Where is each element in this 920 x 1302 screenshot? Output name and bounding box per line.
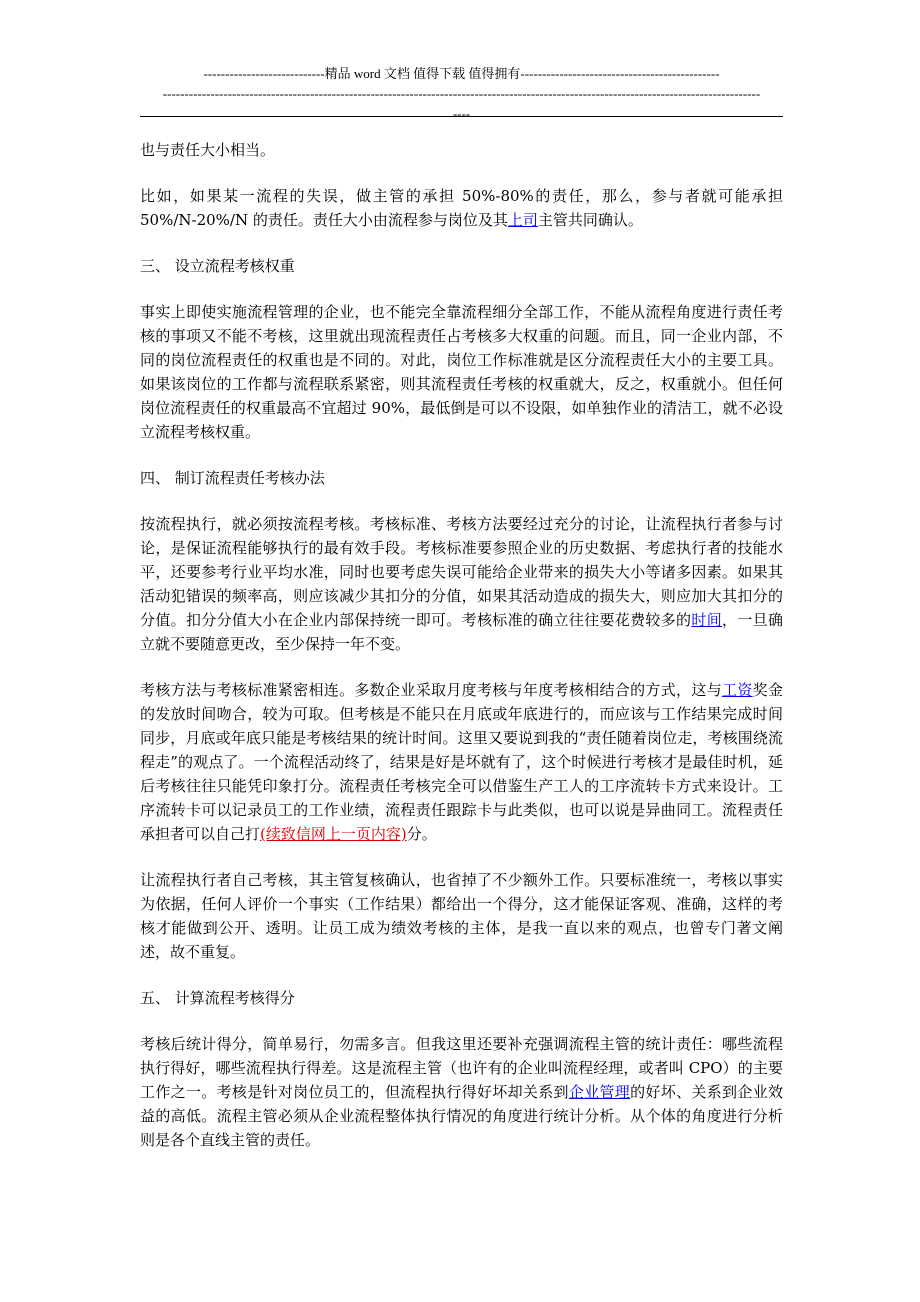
header-divider bbox=[140, 116, 783, 117]
paragraph-6: 让流程执行者自己考核，其主管复核确认，也省掉了不少额外工作。只要标准统一，考核以事实为依据，任何人评价一个事实（工作结果）都给出一个得分，这才能保证客观、准确，这样的考核才能做到公开、透明。让员工成为绩效考核的主体，是我一直以来的观点，也曾专门著文阐述，故不重复。 bbox=[140, 871, 783, 961]
paragraph-4-text-b: ，一旦确立就不要随意更改，至少保持一年不变。 bbox=[140, 611, 783, 653]
section-heading-3: 三、 设立流程考核权重 bbox=[140, 257, 295, 275]
paragraph-5-text-b: 奖金的发放时间吻合，较为可取。但考核是不能只在月底或年底进行的，而应该与工作结果完成时间同步，月底或年底只能是考核结果的统计时间。这里又要说到我的“责任随着岗位走，考核围绕流程走”的观点了。一个流程活动终了，结果是好是坏就有了，这个时候进行考核才是最佳时机，延后考核往往只能凭印象打分。流程责任考核完全可以借鉴生产工人的工序流转卡方式来设计。工序流转卡可以记录员工的工作业绩，流程责任跟踪卡与此类似，也可以说是异曲同工。流程责任承担者可以自己打 bbox=[140, 681, 783, 843]
paragraph-5-text-a: 考核方法与考核标准紧密相连。多数企业采取月度考核与年度考核相结合的方式，这与 bbox=[140, 681, 723, 699]
link-enterprise-management[interactable]: 企业管理 bbox=[568, 1083, 631, 1101]
paragraph-4-text-a: 按流程执行，就必须按流程考核。考核标准、考核方法要经过充分的讨论，让流程执行者参与讨论，是保证流程能够执行的最有效手段。考核标准要参照企业的历史数据、考虑执行者的技能水平，还要参考行业平均水准，同时也要考虑失误可能给企业带来的损失大小等诸多因素。如果其活动犯错误的频率高，则应该减少其扣分的分值，如果其活动造成的损失大，则应加大其扣分的分值。扣分分值大小在企业内部保持统一即可。考核标准的确立往往要花费较多的 bbox=[140, 515, 783, 629]
link-time[interactable]: 时间 bbox=[691, 611, 723, 629]
section-heading-5: 五、 计算流程考核得分 bbox=[140, 989, 295, 1007]
link-continued-content[interactable]: (续致信网上一页内容) bbox=[260, 825, 407, 843]
paragraph-5 bbox=[140, 678, 783, 846]
paragraph-1: 也与责任大小相当。 bbox=[140, 141, 276, 159]
paragraph-5-text-c: 分。 bbox=[406, 825, 437, 843]
document-body bbox=[140, 138, 783, 1174]
paragraph-3: 事实上即使实施流程管理的企业，也不能完全靠流程细分全部工作，不能从流程角度进行责任考核的事项又不能不考核，这里就出现流程责任占考核多大权重的问题。而且，同一企业内部，不同的岗位流程责任的权重也是不同的。对此，岗位工作标准就是区分流程责任大小的主要工具。如果该岗位的工作都与流程联系紧密，则其流程责任考核的权重就大，反之，权重就小。但任何岗位流程责任的权重最高不宜超过 90%，最低倒是可以不设限，如单独作业的清洁工，就不必设立流程考核权重。 bbox=[140, 303, 783, 441]
paragraph-7 bbox=[140, 1032, 783, 1152]
paragraph-2-text-b: 主管共同确认。 bbox=[537, 211, 643, 229]
paragraph-4 bbox=[140, 512, 783, 656]
header-line-3: ---- bbox=[452, 106, 471, 121]
paragraph-7-text-b: 的好坏、关系到企业效益的高低。流程主管必须从企业流程整体执行情况的角度进行统计分析。从个体的角度进行分析则是各个直线主管的责任。 bbox=[140, 1083, 783, 1149]
paragraph-2-text-a: 比如，如果某一流程的失误，做主管的承担 50%-80%的责任，那么，参与者就可能承担 50%/N-20%/N 的责任。责任大小由流程参与岗位及其 bbox=[140, 187, 783, 229]
header-line-1: ----------------------------精品 word 文档 值得下载 值得拥有---------------------------------------------- bbox=[203, 66, 720, 81]
paragraph-2 bbox=[140, 184, 783, 232]
header-line-2: ------------------------------------------------------------------------------------------------------------------------------------------ bbox=[162, 86, 761, 101]
link-superior[interactable]: 上司 bbox=[507, 211, 538, 229]
link-salary[interactable]: 工资 bbox=[722, 681, 753, 699]
section-heading-4: 四、 制订流程责任考核办法 bbox=[140, 469, 325, 487]
page-header bbox=[140, 64, 783, 124]
paragraph-7-text-a: 考核后统计得分，简单易行，勿需多言。但我这里还要补充强调流程主管的统计责任：哪些流程执行得好，哪些流程执行得差。这是流程主管（也许有的企业叫流程经理，或者叫 CPO）的主要工作之一。考核是针对岗位员工的，但流程执行得好坏却关系到 bbox=[140, 1035, 783, 1101]
